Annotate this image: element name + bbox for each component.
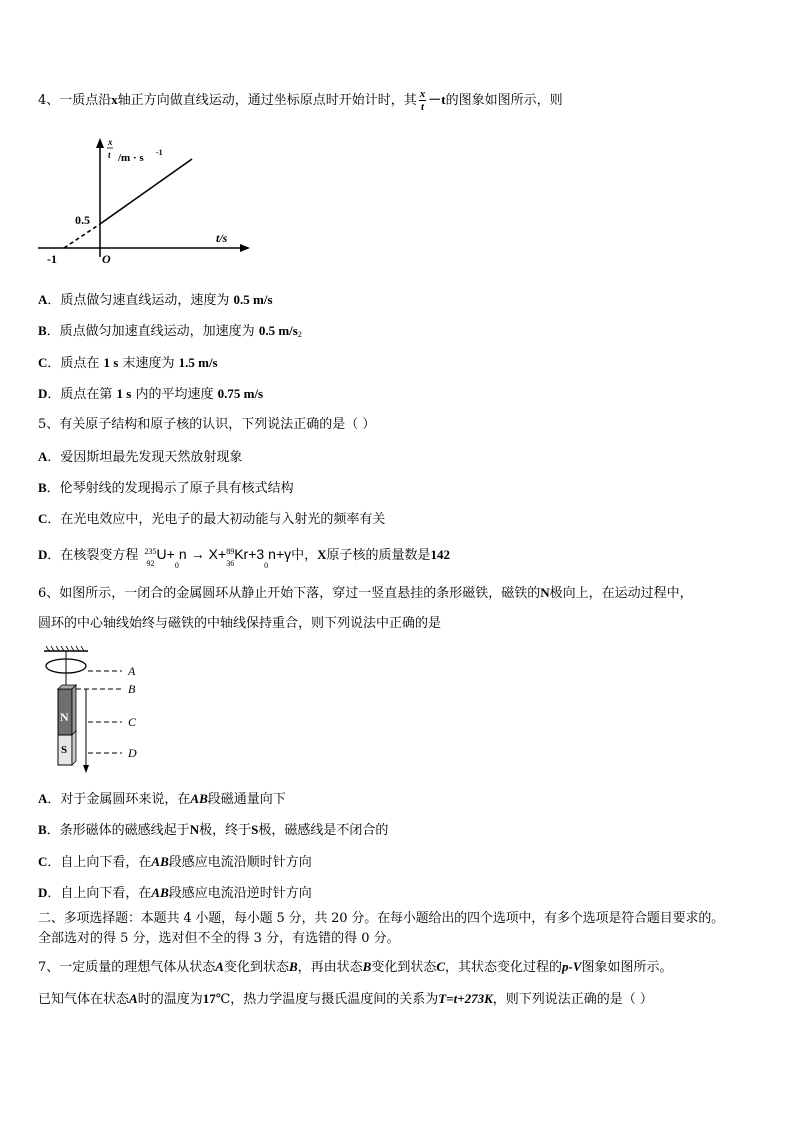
- graph-line: [100, 159, 192, 224]
- level-b-label: B: [128, 682, 136, 696]
- y-unit: /m · s: [118, 152, 144, 164]
- q6-option-c[interactable]: C．自上向下看，在AB段感应电流沿顺时针方向: [38, 854, 312, 870]
- s-label: S: [61, 744, 68, 756]
- q6-option-b[interactable]: B．条形磁体的磁感线起于N极，终于S极，磁感线是不闭合的: [38, 822, 389, 838]
- x-label: t/s: [216, 231, 228, 245]
- q5-stem: 5、有关原子结构和原子核的认识，下列说法正确的是（ ）: [38, 417, 376, 432]
- q6-option-a[interactable]: A．对于金属圆环来说，在AB段磁通量向下: [38, 791, 286, 807]
- ceiling-hatch: [46, 646, 84, 651]
- q5-option-b[interactable]: B．伦琴射线的发现揭示了原子具有核式结构: [38, 480, 294, 496]
- origin-label: O: [102, 252, 111, 266]
- q6-option-d[interactable]: D．自上向下看，在AB段感应电流沿逆时针方向: [38, 885, 312, 901]
- n-label: N: [60, 710, 69, 724]
- q4-option-c[interactable]: C．质点在 1 s 末速度为 1.5 m/s: [38, 355, 218, 371]
- y-label-num: x: [108, 137, 113, 147]
- q4-option-b[interactable]: B．质点做匀加速直线运动，加速度为 0.5 m/s2: [38, 323, 302, 339]
- q6-magnet-figure: [36, 645, 156, 775]
- y-axis-arrow: [96, 138, 104, 148]
- x-tick-label: -1: [47, 252, 57, 266]
- q6-stem-line1: 6、如图所示，一闭合的金属圆环从静止开始下落，穿过一竖直悬挂的条形磁铁，磁铁的N极向上，在运动过程中，: [38, 585, 693, 601]
- q4-fraction: $\frac{x}{t}$: [419, 88, 426, 113]
- q4-xt-graph: [30, 132, 270, 272]
- section2-line1: 二、多项选择题：本题共 4 小题，每小题 5 分，共 20 分。在每小题给出的四个选项中，有多个选项是符合题目要求的。: [38, 911, 725, 926]
- y-label-den: t: [108, 150, 111, 160]
- level-d-label: D: [128, 746, 137, 760]
- q5-option-d[interactable]: D．在核裂变方程 235 92 U+ 0 n → X+ 89 36 Kr+3 0 n+γ中，X原子核的质量数是142: [38, 546, 451, 570]
- x-axis-arrow: [240, 244, 250, 252]
- q4-option-a[interactable]: A．质点做匀速直线运动，速度为 0.5 m/s: [38, 292, 273, 308]
- q7-stem-line1: 7、一定质量的理想气体从状态A变化到状态B，再由状态B变化到状态C，其状态变化过程的p-V图象如图所示。: [38, 959, 673, 975]
- q5-option-a[interactable]: A．爱因斯坦最先发现天然放射现象: [38, 449, 243, 465]
- level-a-label: A: [128, 664, 136, 678]
- section2-line2: 全部选对的得 5 分，选对但不全的得 3 分，有选错的得 0 分。: [38, 931, 400, 946]
- fall-arrow: [83, 765, 89, 773]
- level-c-label: C: [128, 715, 137, 729]
- q4-stem: 4、一质点沿x轴正方向做直线运动，通过坐标原点时开始计时，其 $\frac{x}{t}$ －t的图象如图所示，则: [38, 88, 563, 113]
- graph-line-extension: [64, 224, 100, 248]
- y-tick-label: 0.5: [75, 213, 90, 227]
- nuclide-u-index: 235 92: [144, 546, 157, 568]
- q5-option-c[interactable]: C．在光电效应中，光电子的最大初动能与入射光的频率有关: [38, 511, 386, 527]
- q4-option-d[interactable]: D．质点在第 1 s 内的平均速度 0.75 m/s: [38, 386, 264, 402]
- q6-stem-line2: 圆环的中心轴线始终与磁铁的中轴线保持重合，则下列说法中正确的是: [38, 616, 442, 631]
- y-unit-sup: -1: [156, 148, 163, 157]
- q7-stem-line2: 已知气体在状态A时的温度为17℃，热力学温度与摄氏温度间的关系为T=t+273K，则下列说法正确的是（ ）: [38, 991, 653, 1007]
